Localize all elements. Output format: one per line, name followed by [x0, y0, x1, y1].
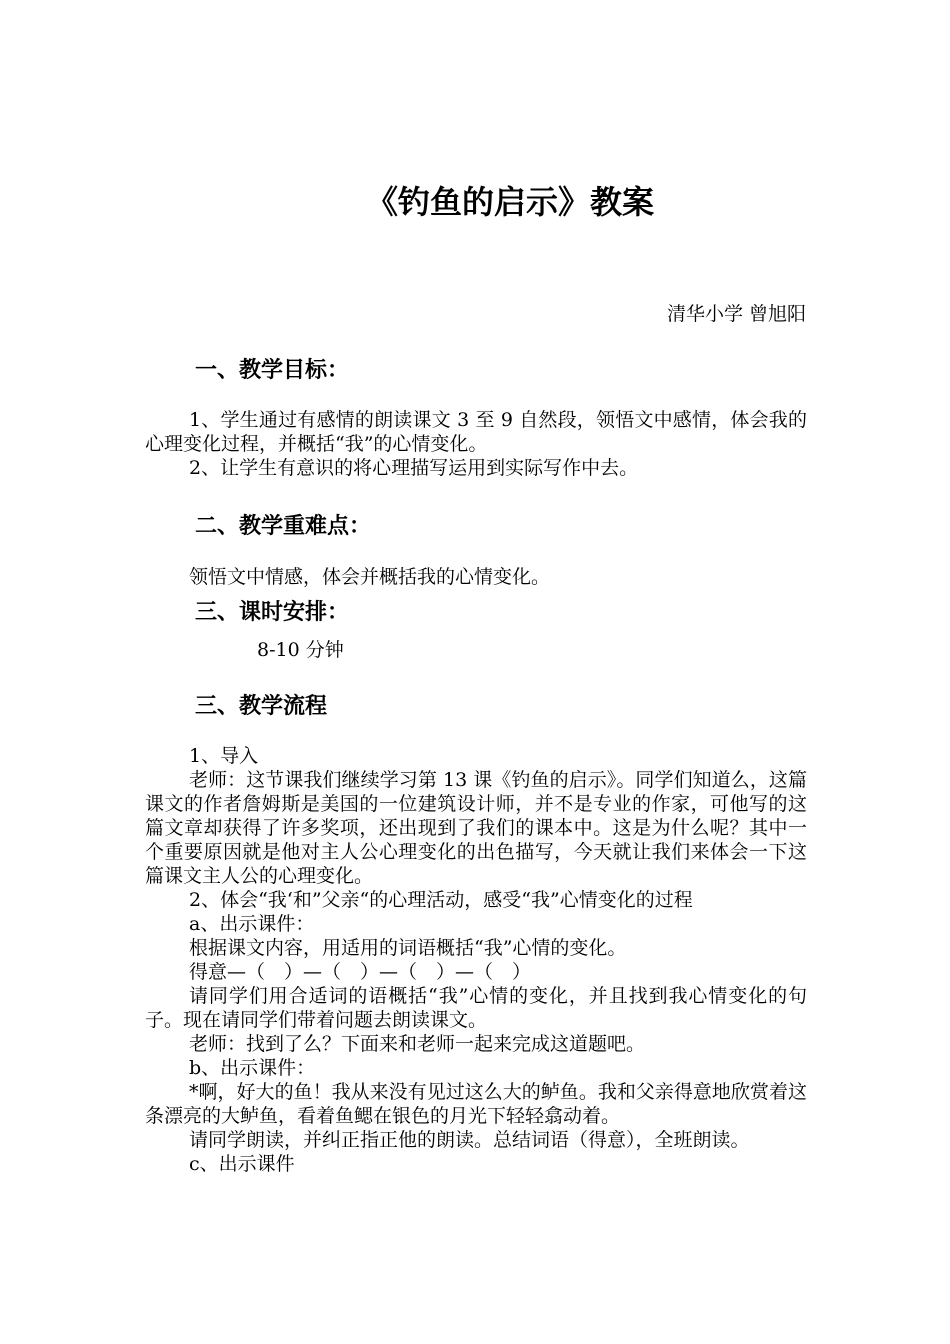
process-paragraph: 得意—（ ）—（ ）—（ ）—（ ）: [189, 961, 532, 983]
process-body: [145, 744, 807, 1176]
process-paragraph: 老师：找到了么？下面来和老师一起来完成这道题吧。: [189, 1033, 646, 1055]
objective-item: 1、学生通过有感情的朗读课文 3 至 9 自然段，领悟文中感情，体会我的心理变化过程，并概括“我”的心情变化。: [145, 409, 807, 455]
section-heading-key-points: 二、教学重难点：: [195, 514, 372, 539]
section-heading-schedule: 三、课时安排：: [195, 600, 350, 625]
section-heading-objectives: 一、教学目标：: [195, 358, 350, 383]
key-points-text: 领悟文中情感，体会并概括我的心情变化。: [189, 566, 551, 588]
process-paragraph: *啊，好大的鱼！我从来没有见过这么大的鲈鱼。我和父亲得意地欣赏着这条漂亮的大鲈鱼，看着鱼鳃在银色的月光下轻轻翕动着。: [145, 1081, 807, 1127]
process-paragraph: a、出示课件：: [189, 913, 315, 935]
section-heading-process: 三、教学流程: [195, 694, 328, 719]
document-title: 《钓鱼的启示》教案: [365, 183, 654, 221]
process-paragraph: c、出示课件: [189, 1153, 295, 1175]
process-paragraph: 根据课文内容，用适用的词语概括“我”心情的变化。: [189, 937, 627, 959]
process-paragraph: 老师：这节课我们继续学习第 13 课《钓鱼的启示》。同学们知道么，这篇课文的作者詹姆斯是美国的一位建筑设计师，并不是专业的作家，可他写的这篇文章却获得了许多奖项，还出现到了我们的课本中。这是为什么呢？其中一个重要原因就是他对主人公心理变化的出色描写，今天就让我们来体会一下这篇课文主人公的心理变化。: [145, 769, 807, 887]
objective-item: 2、让学生有意识的将心理描写运用到实际写作中去。: [189, 457, 639, 479]
schedule-text: 8-10 分钟: [257, 639, 344, 661]
process-paragraph: b、出示课件：: [189, 1057, 316, 1079]
process-paragraph: 2、体会“我‘和”父亲“的心理活动，感受“我”心情变化的过程: [189, 889, 693, 911]
author-line: 清华小学 曾旭阳: [666, 303, 806, 325]
process-paragraph: 1、导入: [189, 745, 259, 767]
objectives-list: [145, 408, 807, 480]
process-paragraph: 请同学朗读，并纠正指正他的朗读。总结词语（得意），全班朗读。: [189, 1129, 750, 1151]
process-paragraph: 请同学们用合适词的语概括“我”心情的变化，并且找到我心情变化的句子。现在请同学们带着问题去朗读课文。: [145, 985, 807, 1031]
